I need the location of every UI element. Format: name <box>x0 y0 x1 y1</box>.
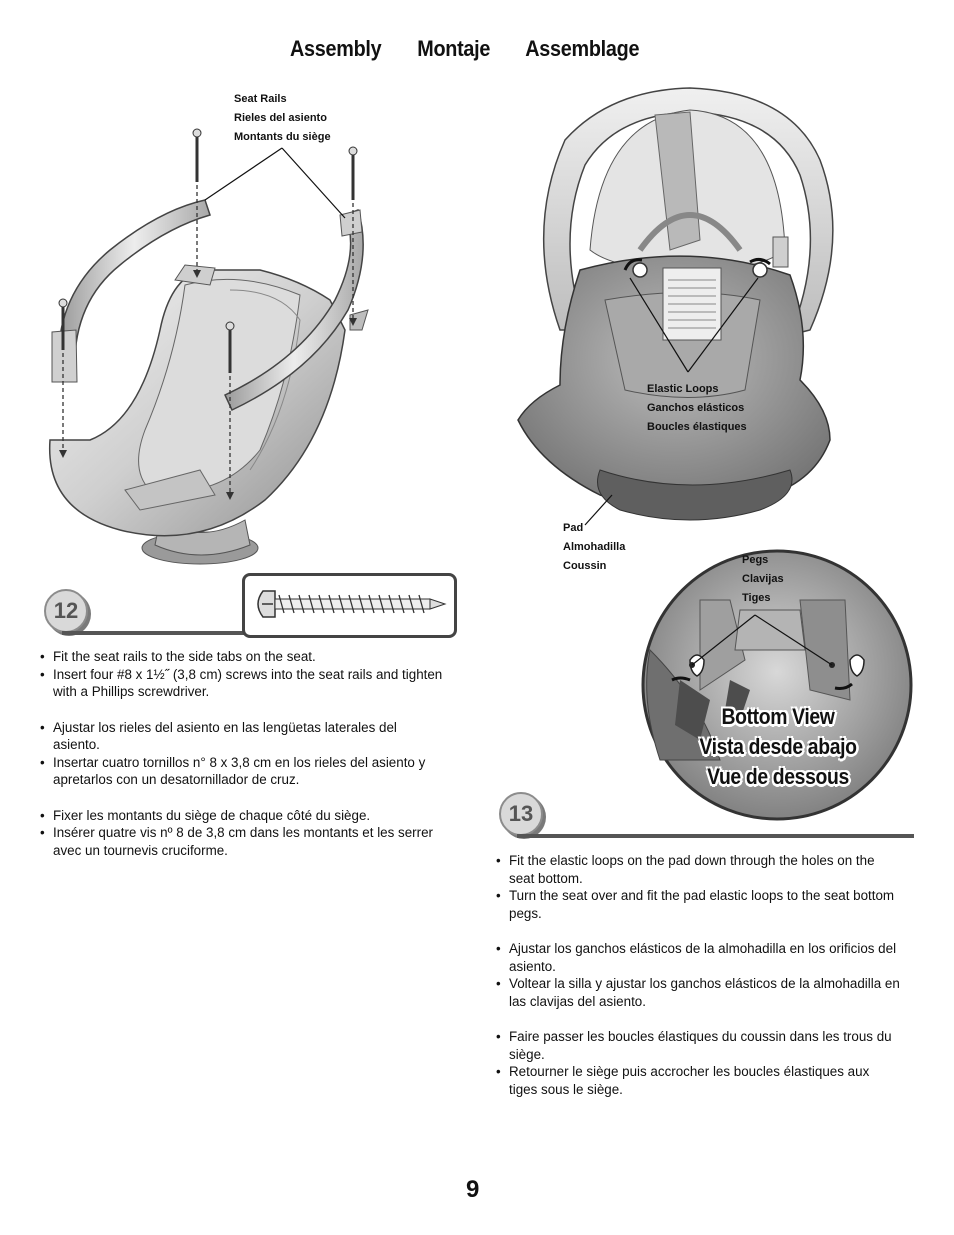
step-12-spanish <box>40 719 460 789</box>
step-13-fr-1: • Faire passer les boucles élastiques du coussin dans les trous du siège. <box>496 1028 901 1063</box>
step-12-french <box>40 807 460 860</box>
pegs-callout <box>742 551 784 608</box>
step-12-en-1: • Fit the seat rails to the side tabs on the seat. <box>40 648 460 666</box>
step-13-number: 13 <box>499 792 543 836</box>
step-13-english <box>496 852 901 922</box>
step-13-es-1: • Ajustar los ganchos elásticos de la almohadilla en los orificios del asiento. <box>496 940 901 975</box>
step-13-french <box>496 1028 901 1098</box>
title-english: Assembly <box>290 36 382 61</box>
step-12-es-2: • Insertar cuatro tornillos n° 8 x 3,8 cm en los rieles del asiento y apretarlos con un desatornillador de cruz. <box>40 754 443 789</box>
bottom-view-caption <box>674 702 882 792</box>
seat-rails-label-fr: Montants du siège <box>234 131 331 143</box>
title-french: Assemblage <box>525 36 640 61</box>
step-12-en-2: • Insert four #8 x 1½˝ (3,8 cm) screws into the seat rails and tighten with a Phillips screwdriver. <box>40 666 460 701</box>
pegs-label-es: Clavijas <box>742 573 784 585</box>
page-number: 9 <box>466 1176 480 1203</box>
bottom-view-en: Bottom View <box>721 704 835 729</box>
pegs-label-fr: Tiges <box>742 592 771 604</box>
step-12-english <box>40 648 460 701</box>
step-13-en-1: • Fit the elastic loops on the pad down through the holes on the seat bottom. <box>496 852 901 887</box>
step-13-es-2: • Voltear la silla y ajustar los ganchos elásticos de la almohadilla en las clavijas del asiento. <box>496 975 901 1010</box>
pad-callout <box>563 519 625 576</box>
elastic-loops-label-es: Ganchos elásticos <box>647 402 745 414</box>
step-12-fr-1: • Fixer les montants du siège de chaque côté du siège. <box>40 807 460 825</box>
title-spanish: Montaje <box>417 36 491 61</box>
bottom-view-fr: Vue de dessous <box>707 764 849 789</box>
bottom-view-es: Vista desde abajo <box>699 734 857 759</box>
seat-rails-label-en: Seat Rails <box>234 93 287 105</box>
elastic-loops-label-fr: Boucles élastiques <box>647 421 747 433</box>
step-13-divider <box>517 834 914 838</box>
step-13-spanish <box>496 940 901 1010</box>
seat-rails-label-es: Rieles del asiento <box>234 112 327 124</box>
step-12-instructions <box>40 648 460 877</box>
screw-actual-size-box <box>242 573 457 638</box>
step-12-number: 12 <box>44 589 88 633</box>
screw-icon <box>253 579 453 629</box>
pegs-label-en: Pegs <box>742 554 769 566</box>
step-13-instructions <box>496 852 901 1116</box>
step-13-fr-2: • Retourner le siège puis accrocher les boucles élastiques aux tiges sous le siège. <box>496 1063 901 1098</box>
pad-label-en: Pad <box>563 522 584 534</box>
pad-label-fr: Coussin <box>563 560 607 572</box>
seat-rails-callout <box>234 90 331 147</box>
step-13-en-2: • Turn the seat over and fit the pad elastic loops to the seat bottom pegs. <box>496 887 901 922</box>
elastic-loops-callout <box>647 380 747 437</box>
step-12-es-1: • Ajustar los rieles del asiento en las lengüetas laterales del asiento. <box>40 719 403 754</box>
elastic-loops-label-en: Elastic Loops <box>647 383 719 395</box>
step-12-fr-2: • Insérer quatre vis nº 8 de 3,8 cm dans les montants et les serrer avec un tournevis cruciforme. <box>40 824 460 859</box>
pad-label-es: Almohadilla <box>563 541 626 553</box>
